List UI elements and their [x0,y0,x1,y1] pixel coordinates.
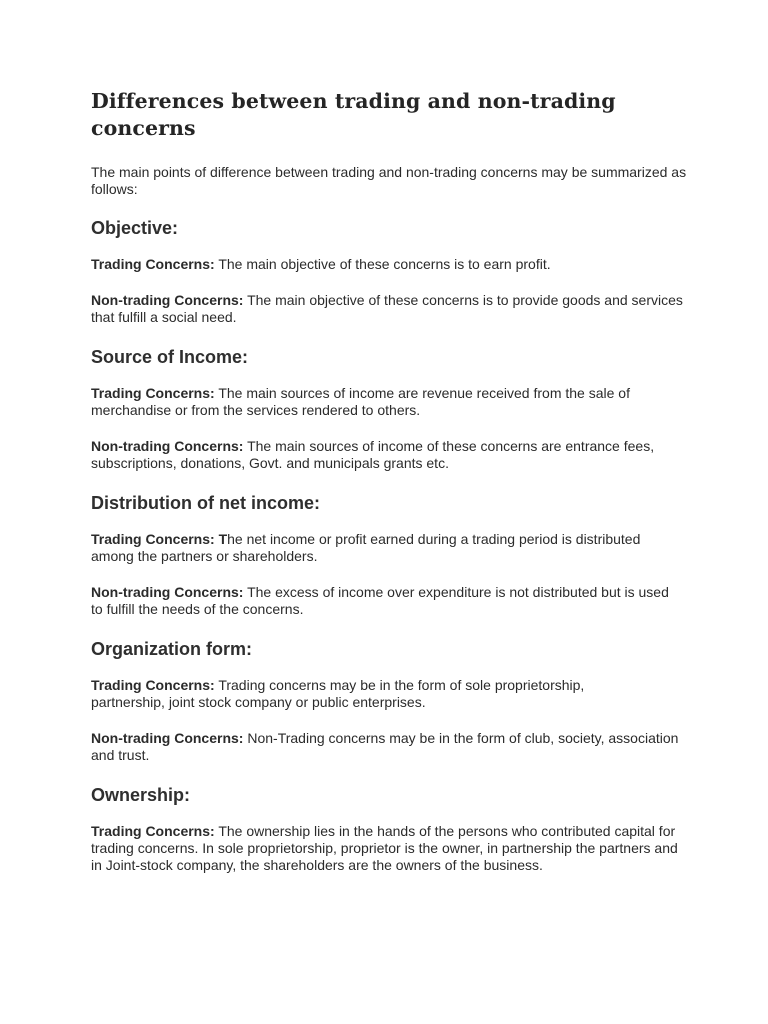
paragraph-trading [91,677,586,711]
section-ownership [91,784,691,874]
paragraph-label: Trading Concerns: [91,677,215,693]
paragraph-text: The main objective of these concerns is to earn profit. [214,256,551,272]
paragraph-trading [91,385,631,419]
section-distribution-of-net-income [91,492,691,618]
paragraph-text: Trading concerns may be in the form of sole proprietorship, partnership, joint stock company or public enterprises. [91,677,585,710]
document-page [91,88,691,893]
section-organization-form [91,638,691,764]
paragraph-text: The main sources of income of these concerns are entrance fees, subscriptions, donations, Govt. and municipals grants etc. [91,438,655,471]
paragraph-text: he net income or profit earned during a trading period is distributed among the partners or shareholders. [91,531,641,564]
paragraph-label: Trading Concerns: [91,256,215,272]
section-heading: Distribution of net income: [91,493,320,513]
paragraph-label: Non-trading Concerns: [91,584,244,600]
paragraph-non-trading [91,438,656,472]
paragraph-text: The main sources of income are revenue received from the sale of merchandise or from the services rendered to others. [91,385,630,418]
paragraph-non-trading [91,292,683,326]
paragraph-trading [91,531,641,565]
section-heading: Objective: [91,218,179,238]
paragraph-trading [91,256,681,273]
paragraph-label: Trading Concerns: T [91,531,228,547]
section-heading: Organization form: [91,639,252,659]
paragraph-label: Non-trading Concerns: [91,730,244,746]
paragraph-non-trading [91,584,683,618]
intro-paragraph: The main points of difference between trading and non-trading concerns may be summarized as follows: [91,164,687,197]
paragraph-trading [91,823,679,874]
paragraph-text: Non-Trading concerns may be in the form of club, society, association and trust. [91,730,679,763]
paragraph-text: The ownership lies in the hands of the persons who contributed capital for trading concerns. In sole proprietorship, proprietor is the owner, in partnership the partners and in Joint-stock company, the shareholders are the owners of the business. [91,823,678,873]
section-objective [91,217,691,326]
section-heading: Ownership: [91,785,191,805]
paragraph-text: The excess of income over expenditure is not distributed but is used to fulfill the needs of the concerns. [91,584,669,617]
paragraph-label: Trading Concerns: [91,823,215,839]
section-source-of-income [91,346,691,472]
paragraph-label: Non-trading Concerns: [91,292,244,308]
paragraph-text: The main objective of these concerns is to provide goods and services that fulfill a social need. [91,292,683,325]
paragraph-non-trading [91,730,681,764]
document-title: Differences between trading and non-trading concerns [91,89,616,140]
paragraph-label: Non-trading Concerns: [91,438,244,454]
paragraph-label: Trading Concerns: [91,385,215,401]
section-heading: Source of Income: [91,347,249,367]
